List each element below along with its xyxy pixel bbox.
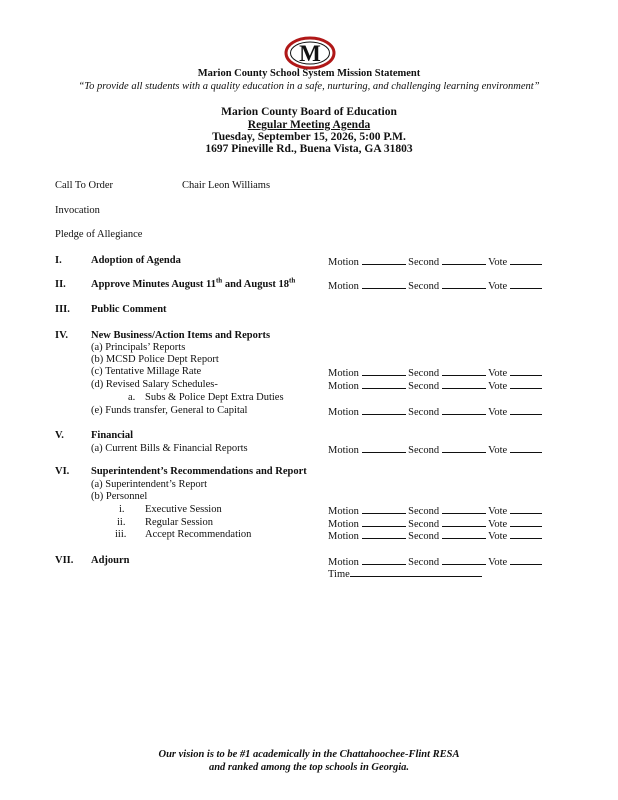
agenda-item: (b) Personnel	[91, 491, 148, 502]
meeting-address: 1697 Pineville Rd., Buena Vista, GA 31803	[205, 143, 413, 155]
vision-line-1: Our vision is to be #1 academically in the Chattahoochee-Flint RESA	[158, 749, 460, 760]
vote-line: Motion Second Vote	[328, 504, 542, 517]
invocation: Invocation	[55, 205, 100, 216]
vision-line-2: and ranked among the top schools in Georgia.	[208, 762, 410, 773]
vote-line: Motion Second Vote	[328, 279, 542, 292]
vote-line: Motion Second Vote	[328, 255, 542, 268]
agenda-item: (d) Revised Salary Schedules-	[91, 379, 218, 390]
call-to-order: Call To Order	[55, 180, 113, 191]
section-title: Financial	[91, 430, 134, 441]
section-title: New Business/Action Items and Reports	[91, 330, 271, 341]
section-title: Adoption of Agenda	[91, 255, 181, 266]
section-title: Superintendent’s Recommendations and Report	[91, 466, 307, 477]
vote-line: Motion Second Vote	[328, 529, 542, 542]
section-number: V.	[55, 430, 64, 441]
section-number: I.	[55, 255, 62, 266]
vote-line: Motion Second Vote	[328, 443, 542, 456]
section-title: Approve Minutes August 11th and August 18th	[91, 276, 296, 290]
vote-line: Motion Second Vote	[328, 379, 542, 392]
agenda-item: (a) Current Bills & Financial Reports	[91, 443, 248, 454]
section-number: III.	[55, 304, 70, 315]
svg-text:M: M	[299, 41, 321, 66]
sub-item: Regular Session	[145, 517, 213, 528]
agenda-item: (c) Tentative Millage Rate	[91, 366, 202, 377]
vote-line: Motion Second Vote	[328, 517, 542, 530]
section-number: VII.	[55, 555, 74, 566]
chair-name: Chair Leon Williams	[182, 180, 271, 191]
vote-line: Motion Second Vote	[328, 405, 542, 418]
section-number: VI.	[55, 466, 70, 477]
district-logo	[284, 36, 336, 70]
agenda-item: (e) Funds transfer, General to Capital	[91, 405, 248, 416]
pledge: Pledge of Allegiance	[55, 229, 143, 240]
section-title: Public Comment	[91, 304, 167, 315]
agenda-item: (a) Superintendent’s Report	[91, 479, 208, 490]
agenda-item: (a) Principals’ Reports	[91, 342, 186, 353]
sub-item: Accept Recommendation	[145, 529, 252, 540]
mission-text: “To provide all students with a quality education in a safe, nurturing, and challenging learning environment”	[78, 81, 540, 92]
section-number: IV.	[55, 330, 68, 341]
board-name: Marion County Board of Education	[221, 106, 397, 118]
time-line: Time	[328, 567, 482, 580]
mission-title: Marion County School System Mission Statement	[197, 68, 421, 79]
section-title: Adjourn	[91, 555, 130, 566]
vote-line: Motion Second Vote	[328, 555, 542, 568]
sub-item-marker: i.	[119, 504, 125, 515]
vote-line: Motion Second Vote	[328, 366, 542, 379]
agenda-item: (b) MCSD Police Dept Report	[91, 354, 219, 365]
agenda-type: Regular Meeting Agenda	[247, 119, 371, 131]
sub-item: Executive Session	[145, 504, 222, 515]
sub-item-marker: a.	[128, 392, 136, 403]
section-number: II.	[55, 279, 66, 290]
sub-item-marker: ii.	[117, 517, 126, 528]
sub-item-marker: iii.	[115, 529, 127, 540]
sub-item: Subs & Police Dept Extra Duties	[145, 392, 284, 403]
meeting-datetime: Tuesday, September 15, 2026, 5:00 P.M.	[212, 131, 406, 143]
